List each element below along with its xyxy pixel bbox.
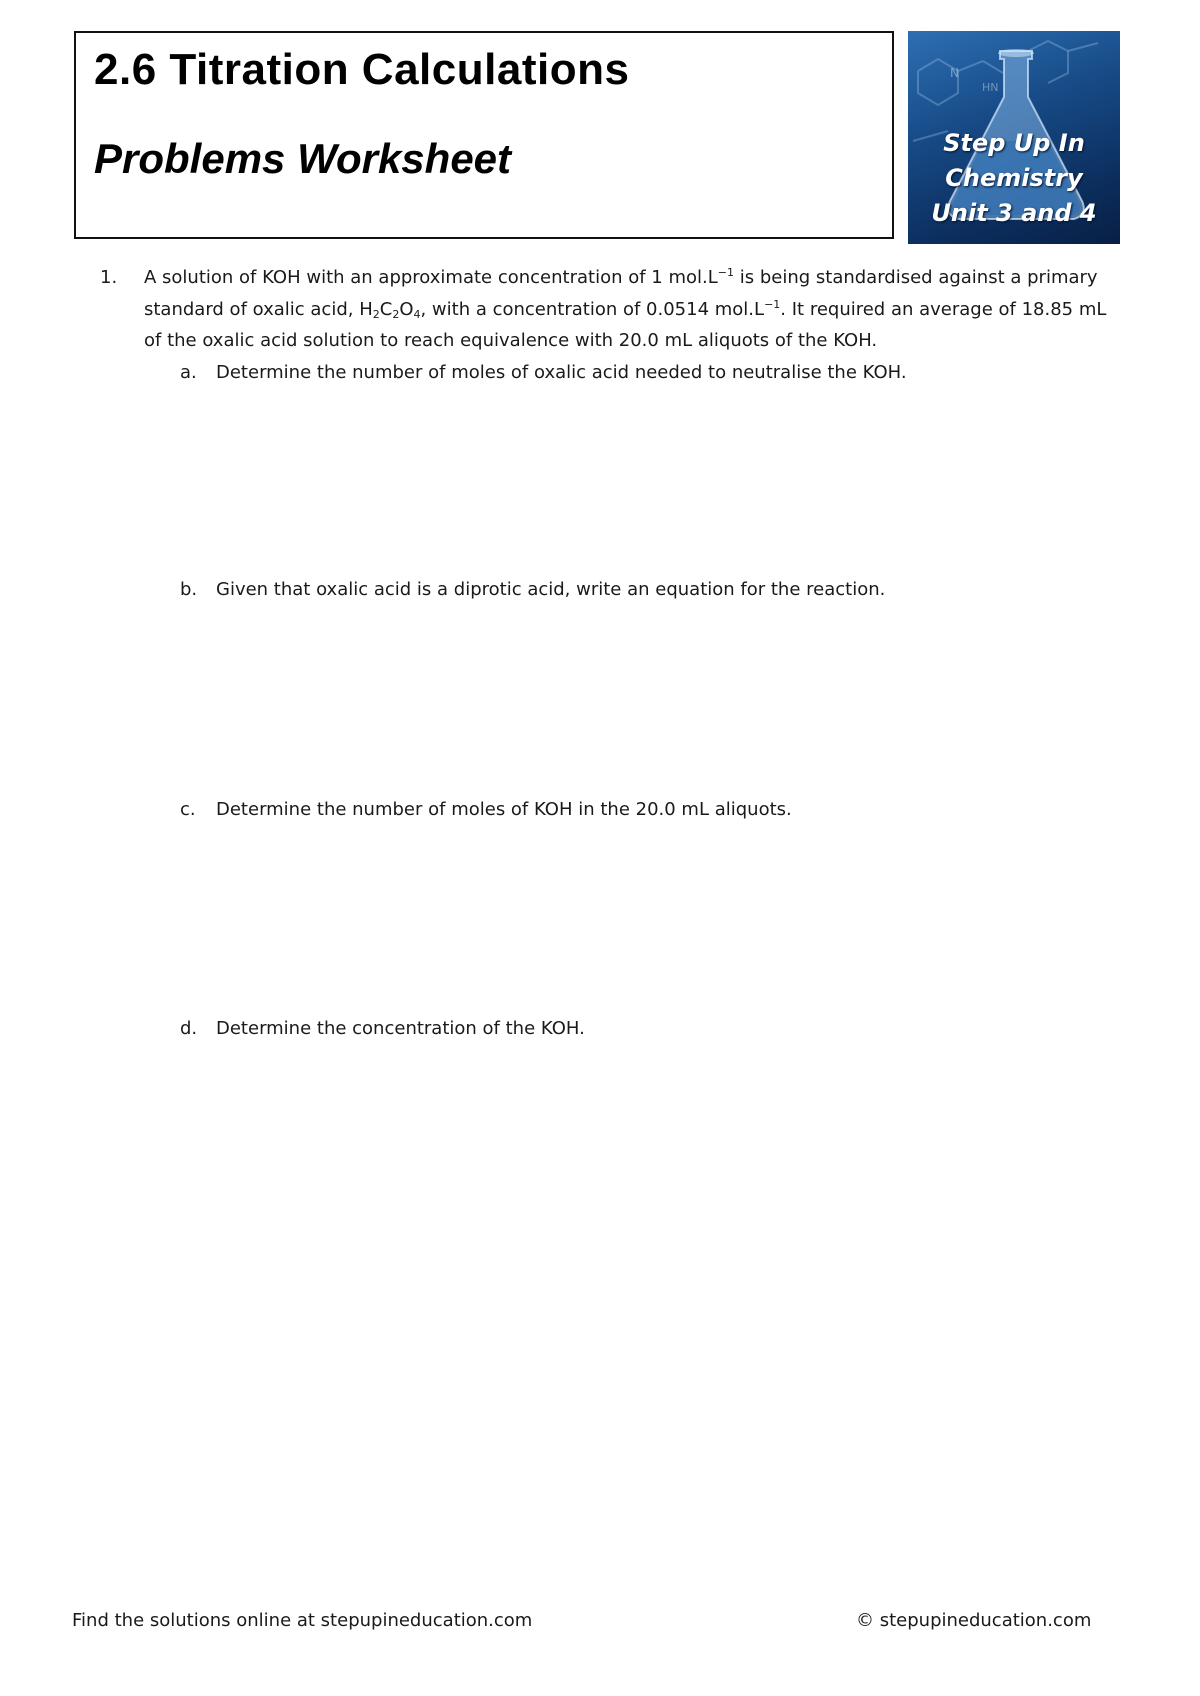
worksheet-subtitle: Problems Worksheet: [94, 135, 512, 182]
svg-text:HN: HN: [982, 81, 999, 94]
step-up-chemistry-logo: [908, 31, 1120, 244]
logo-line-2: Chemistry: [945, 164, 1083, 192]
part-text: Determine the number of moles of oxalic acid needed to neutralise the KOH.: [216, 361, 907, 383]
question-stem: A solution of KOH with an approximate concentration of 1 $mol.L^{-1}$ is being standardised against a primary standard of oxalic acid, $H_2C_2O_4$, with a concentration of 0.0514 $mol.L^{-1}$. It required an average of 18.85 mL of the oxalic acid solution to reach equivalence with 20.0 mL aliquots of the KOH.: [144, 266, 1107, 351]
question-part-a: [180, 357, 1110, 389]
question-1: [100, 262, 1110, 357]
question-section: [100, 262, 1110, 1045]
part-text: Determine the number of moles of KOH in the 20.0 mL aliquots.: [216, 798, 792, 820]
part-letter: d.: [180, 1018, 198, 1039]
footer-solutions-note: Find the solutions online at stepupineducation.com: [72, 1610, 533, 1631]
part-text: Given that oxalic acid is a diprotic acid, write an equation for the reaction.: [216, 579, 886, 600]
part-letter: a.: [180, 361, 197, 383]
question-part-d: [180, 1013, 1110, 1045]
question-part-b: [180, 574, 1110, 606]
worksheet-title: 2.6 Titration Calculations: [94, 45, 630, 94]
logo-line-3: Unit 3 and 4: [931, 199, 1097, 227]
question-part-c: [180, 794, 1110, 826]
part-letter: b.: [180, 579, 198, 600]
footer-copyright: © stepupineducation.com: [856, 1610, 1092, 1631]
part-letter: c.: [180, 798, 196, 820]
title-box: [74, 31, 894, 239]
logo-line-1: Step Up In: [943, 129, 1085, 157]
part-text: Determine the concentration of the KOH.: [216, 1018, 585, 1039]
question-number: 1.: [100, 267, 118, 288]
svg-text:N: N: [950, 66, 959, 80]
